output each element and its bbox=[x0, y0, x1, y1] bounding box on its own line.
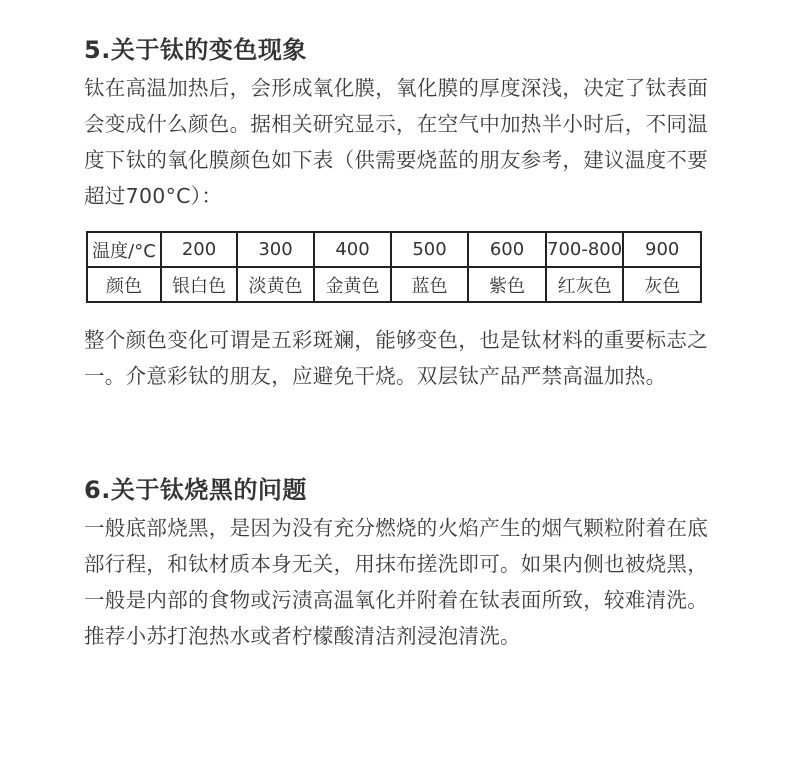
section-closing-paragraph: 整个颜色变化可谓是五彩斑斓，能够变色，也是钛材料的重要标志之一。介意彩钛的朋友，应避免干烧。双层钛产品严禁高温加热。 bbox=[84, 328, 708, 388]
table-cell: 红灰色 bbox=[546, 267, 623, 302]
table-cell: 淡黄色 bbox=[237, 267, 314, 302]
table-cell: 700-800 bbox=[546, 232, 623, 267]
section-body-paragraph: 一般底部烧黑，是因为没有充分燃烧的火焰产生的烟气颗粒附着在底部行程，和钛材质本身无关，用抹布搓洗即可。如果内侧也被烧黑，一般是内部的食物或污渍高温氧化并附着在钛表面所致，较难清洗。推荐小苏打泡热水或者柠檬酸清洁剂浸泡清洗。 bbox=[84, 516, 708, 648]
section-title: 6.关于钛烧黑的问题 bbox=[84, 476, 307, 504]
table-cell: 200 bbox=[161, 232, 237, 267]
table-cell: 紫色 bbox=[468, 267, 546, 302]
section-titanium-blackening bbox=[84, 470, 714, 654]
section-titanium-color-change bbox=[84, 30, 714, 214]
table-cell: 金黄色 bbox=[314, 267, 391, 302]
table-cell: 灰色 bbox=[623, 267, 701, 302]
table-cell: 400 bbox=[314, 232, 391, 267]
table-cell: 银白色 bbox=[161, 267, 237, 302]
section-intro-paragraph: 钛在高温加热后，会形成氧化膜，氧化膜的厚度深浅，决定了钛表面会变成什么颜色。据相关研究显示，在空气中加热半小时后，不同温度下钛的氧化膜颜色如下表（供需要烧蓝的朋友参考，建议温度不要超过700°C）： bbox=[84, 76, 708, 208]
table-row-color bbox=[87, 267, 701, 302]
table-cell: 900 bbox=[623, 232, 701, 267]
table-header-cell: 温度/°C bbox=[87, 232, 161, 267]
table-cell: 500 bbox=[391, 232, 468, 267]
section-title: 5.关于钛的变色现象 bbox=[84, 36, 307, 64]
table-row-temperature bbox=[87, 232, 701, 267]
table-cell: 300 bbox=[237, 232, 314, 267]
table-cell: 蓝色 bbox=[391, 267, 468, 302]
temperature-color-table bbox=[86, 231, 702, 303]
table-cell: 600 bbox=[468, 232, 546, 267]
table-header-cell: 颜色 bbox=[87, 267, 161, 302]
